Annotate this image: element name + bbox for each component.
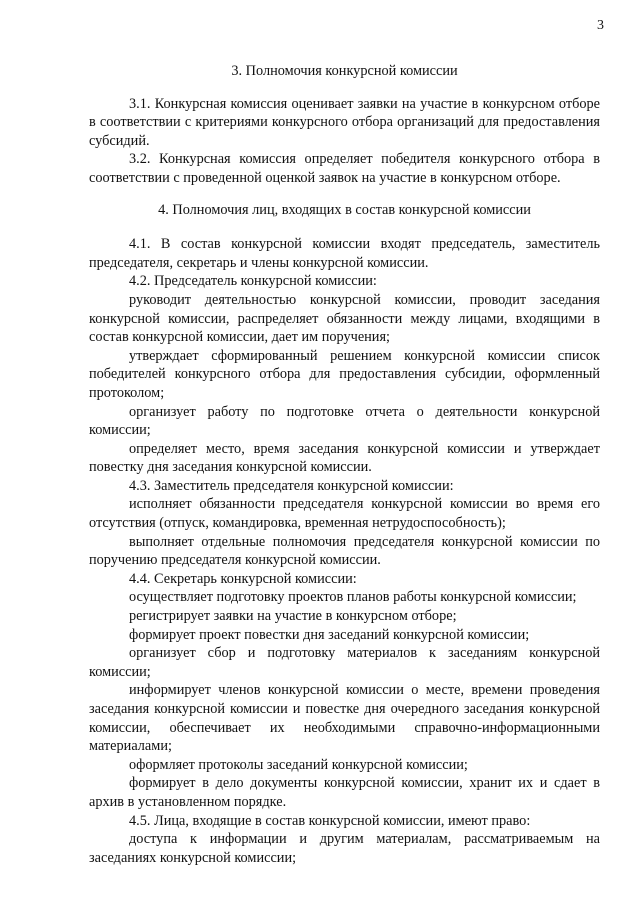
chair-duty-2: утверждает сформированный решением конкурсной комиссии список победителей конкурсного отбора для предоставления субсидии, оформленный протоколом; [89, 347, 600, 401]
secretary-duty-7: формирует в дело документы конкурсной комиссии, хранит их и сдает в архив в установленном порядке. [89, 775, 600, 810]
secretary-duty-2: регистрирует заявки на участие в конкурсном отборе; [129, 608, 457, 625]
secretary-duty-6: оформляет протоколы заседаний конкурсной комиссии; [129, 756, 468, 773]
paragraph-4-2: 4.2. Председатель конкурсной комиссии: [129, 273, 377, 290]
secretary-duty-5: информирует членов конкурсной комиссии о месте, времени проведения заседания конкурсной комиссии и повестке дня очередного заседания конкурсной комиссии, обеспечивает их необходимыми справочно-информационными материалами; [89, 682, 600, 755]
section-3-title: 3. Полномочия конкурсной комиссии [231, 63, 458, 79]
page-number: 3 [597, 18, 604, 33]
paragraph-4-1: 4.1. В состав конкурсной комиссии входят председатель, заместитель председателя, секретарь и члены конкурсной комиссии. [89, 236, 600, 271]
chair-duty-1: руководит деятельностью конкурсной комиссии, проводит заседания конкурсной комиссии, распределяет обязанности между лицами, входящими в состав конкурсной комиссии, дает им поручения; [89, 291, 600, 346]
secretary-duty-1: осуществляет подготовку проектов планов работы конкурсной комиссии; [129, 589, 577, 606]
deputy-duty-2: выполняет отдельные полномочия председателя конкурсной комиссии по поручению председателя конкурсной комиссии. [89, 533, 600, 569]
document-body [89, 62, 600, 867]
paragraph-3-1: 3.1. Конкурсная комиссия оценивает заявки на участие в конкурсном отборе в соответствии с критериями конкурсного отбора организаций для предоставления субсидий. [89, 95, 600, 149]
secretary-duty-3: формирует проект повестки дня заседаний конкурсной комиссии; [129, 626, 530, 643]
paragraph-4-3: 4.3. Заместитель председателя конкурсной комиссии: [129, 477, 454, 494]
section-4-title: 4. Полномочия лиц, входящих в состав конкурсной комиссии [158, 201, 531, 218]
deputy-duty-1: исполняет обязанности председателя конкурсной комиссии во время его отсутствия (отпуск, командировка, временная нетрудоспособность); [89, 496, 600, 532]
paragraph-3-2: 3.2. Конкурсная комиссия определяет победителя конкурсного отбора в соответствии с проведенной оценкой заявок на участие в конкурсном отборе. [89, 151, 600, 186]
paragraph-4-4: 4.4. Секретарь конкурсной комиссии: [129, 570, 357, 587]
chair-duty-4: определяет место, время заседания конкурсной комиссии и утверждает повестку дня заседания конкурсной комиссии. [89, 440, 600, 476]
paragraph-4-5: 4.5. Лица, входящие в состав конкурсной комиссии, имеют право: [129, 812, 531, 829]
secretary-duty-4: организует сбор и подготовку материалов к заседаниям конкурсной комиссии; [89, 645, 600, 680]
member-right-1: доступа к информации и другим материалам, рассматриваемым на заседаниях конкурсной комиссии; [89, 831, 600, 866]
chair-duty-3: организует работу по подготовке отчета о деятельности конкурсной комиссии; [89, 403, 600, 439]
